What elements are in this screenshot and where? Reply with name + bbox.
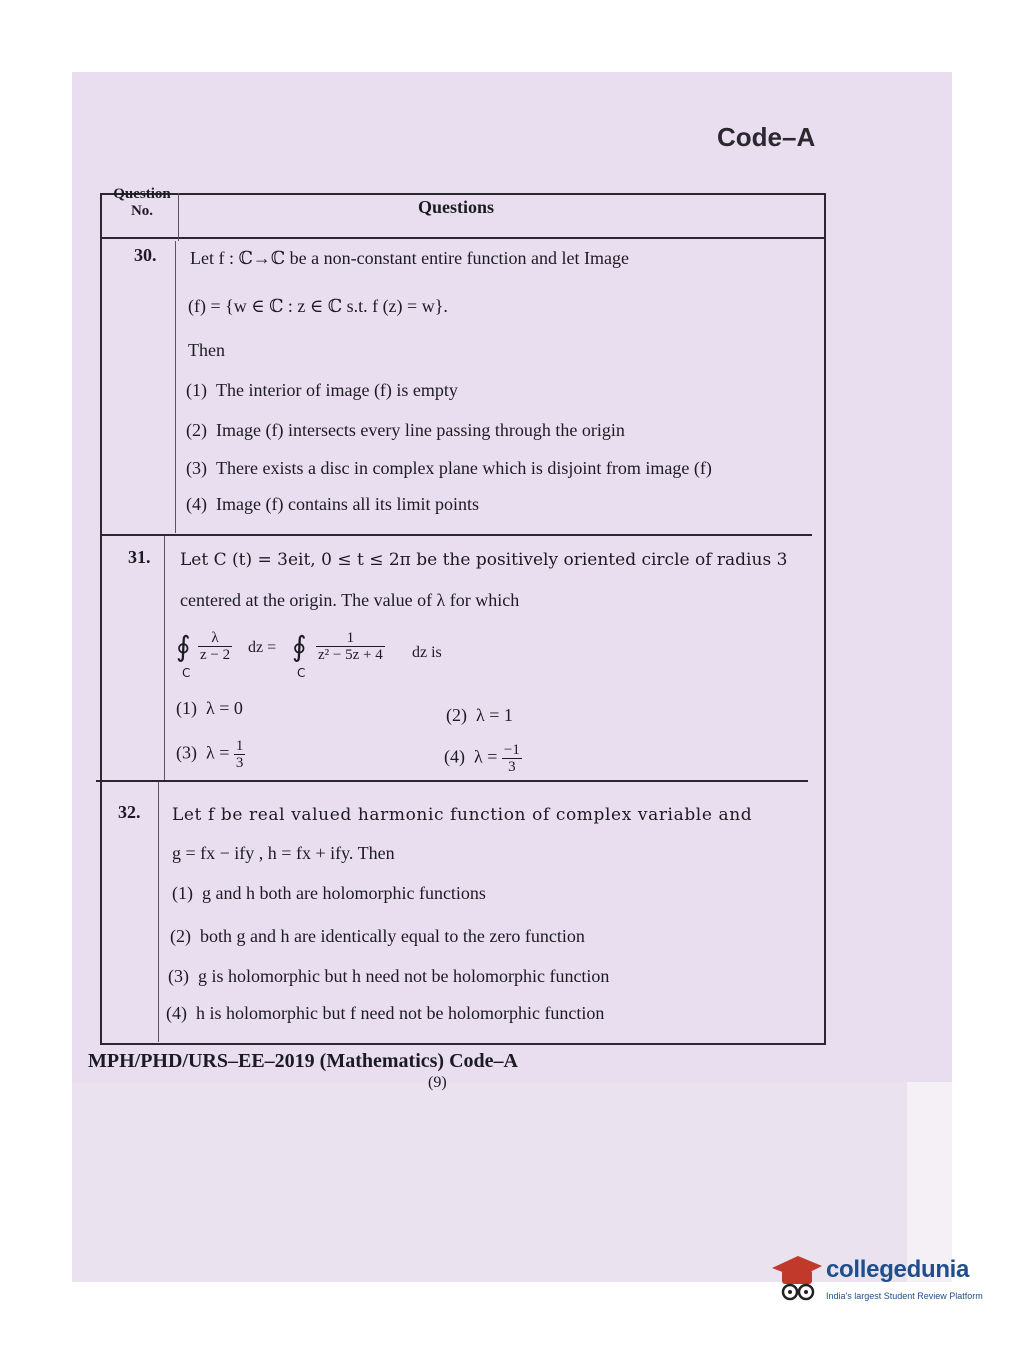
option-number: (4) [444,746,465,767]
column-header-question-no: Question No. [113,186,171,219]
column-header-questions: Questions [418,197,495,217]
contour-integral-symbol: ∮ [176,632,191,663]
q30-stem-line1: Let f : ℂ→ℂ be a non-constant entire function and let Image [190,248,630,268]
q31-contour-integral [176,624,476,684]
question-number-30: 30. [134,245,157,265]
q30-option-3[interactable] [186,458,712,479]
option-text: h is holomorphic but f need not be holomorphic function [196,1003,605,1023]
option-fraction: $\frac{1}{3}$ [235,738,244,771]
option-fraction: $\frac{-1}{3}$ [503,742,520,775]
lhs-denominator: z − 2 [200,647,231,663]
collegedunia-logo[interactable] [768,1252,998,1312]
option-text: There exists a disc in complex plane which is disjoint from image (f) [216,458,712,478]
q32-option-4[interactable] [166,1003,604,1024]
q32-option-3[interactable] [168,966,609,987]
q31-option-2[interactable] [446,705,513,726]
lhs-fraction [198,630,232,663]
option-number: (1) [186,380,207,400]
q31-stem-line2: centered at the origin. The value of λ for which [180,590,520,610]
lhs-dz: dz = [248,639,277,656]
lhs-numerator: λ [198,630,232,647]
option-text: The interior of image (f) is empty [216,380,458,400]
option-number: (1) [172,883,193,903]
q32-option-2[interactable] [170,926,585,947]
header-divider [100,237,826,239]
option-number: (3) [168,966,189,986]
contour-label: C [297,666,306,680]
q32-stem-line1: Let f be real valued harmonic function of complex variable and [172,805,753,825]
page-code: Code–A [717,122,816,152]
q30-option-4[interactable] [186,494,479,515]
logo-tagline: India's largest Student Review Platform [826,1291,983,1301]
option-text: Image (f) contains all its limit points [216,494,479,514]
option-number: (3) [186,458,207,478]
option-number: (4) [166,1003,187,1023]
option-text: λ = 1 [476,705,513,725]
rhs-denominator: z² − 5z + 4 [318,647,383,663]
column-divider-q30 [175,241,176,533]
option-number: (3) [176,742,197,763]
row-divider-2 [96,780,808,782]
q30-then: Then [188,340,225,360]
option-text: λ = 0 [206,698,243,718]
option-text: g and h both are holomorphic functions [202,883,486,903]
q31-stem-line1: Let C (t) = 3eit, 0 ≤ t ≤ 2π be the positively oriented circle of radius 3 [180,550,788,570]
rhs-dz: dz is [412,644,442,661]
rhs-numerator: 1 [316,630,385,647]
option-text: Image (f) intersects every line passing through the origin [216,420,625,440]
rhs-fraction [316,630,385,663]
option-number: (2) [446,705,467,725]
column-divider-q31 [164,536,165,780]
row-divider-1 [100,534,812,536]
question-number-32: 32. [118,802,141,822]
option-number: (2) [170,926,191,946]
option-number: (4) [186,494,207,514]
contour-integral-symbol: ∮ [292,632,307,663]
option-text: λ = [206,742,230,763]
question-number-31: 31. [128,547,151,567]
contour-label: C [182,666,191,680]
q31-option-4[interactable] [444,742,522,775]
q31-option-3[interactable] [176,738,245,771]
option-text: g is holomorphic but h need not be holomorphic function [198,966,610,986]
column-divider-q32 [158,782,159,1042]
page-number: (9) [428,1074,447,1091]
option-number: (2) [186,420,207,440]
question-table [100,193,826,1045]
header-column-divider [178,193,179,241]
q30-stem-line2: (f) = {w ∈ ℂ : z ∈ ℂ s.t. f (z) = w}. [188,296,448,316]
option-number: (1) [176,698,197,718]
q32-stem-line2: g = fx − ify , h = fx + ify. Then [172,843,395,863]
q32-option-1[interactable] [172,883,486,904]
option-text: λ = [474,746,498,767]
logo-wordmark: collegedunia [826,1256,970,1283]
q30-option-2[interactable] [186,420,625,441]
option-text: both g and h are identically equal to the zero function [200,926,585,946]
q31-option-1[interactable] [176,698,243,719]
graduate-cap-mascot-icon [768,1252,824,1312]
exam-footer-title: MPH/PHD/URS–EE–2019 (Mathematics) Code–A [88,1050,518,1072]
q30-option-1[interactable] [186,380,458,401]
